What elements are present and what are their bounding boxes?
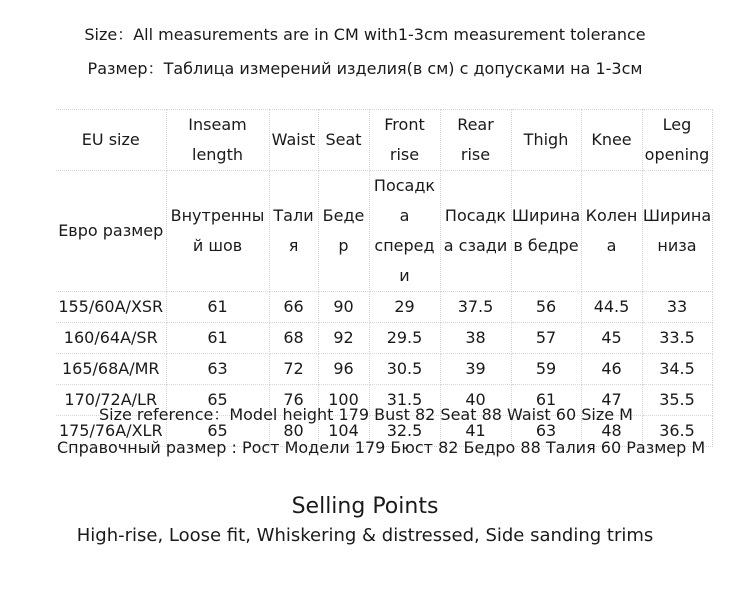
header-row-ru — [56, 171, 712, 292]
header-cell: Front rise — [369, 110, 440, 171]
table-cell: 66 — [269, 292, 318, 323]
model-reference-ru: Справочный размер : Рост Модели 179 Бюст 82 Бедро 88 Талия 60 Размер M — [57, 438, 706, 457]
header-cell: Waist — [269, 110, 318, 171]
table-row — [56, 354, 712, 385]
table-cell: 46 — [581, 354, 642, 385]
header-cell: Посадка сзади — [440, 171, 511, 292]
table-cell: 63 — [166, 354, 269, 385]
table-cell: 41 — [440, 416, 511, 447]
table-cell: 72 — [269, 354, 318, 385]
header-cell: Ширина низа — [642, 171, 712, 292]
header-cell: Посадка спереди — [369, 171, 440, 292]
table-cell: 57 — [511, 323, 581, 354]
table-cell: 30.5 — [369, 354, 440, 385]
size-chart-table — [56, 109, 713, 447]
table-cell: 33.5 — [642, 323, 712, 354]
table-cell: 65 — [166, 416, 269, 447]
header-cell: Rear rise — [440, 110, 511, 171]
table-cell: 100 — [318, 385, 369, 416]
header-cell: Ширина в бедре — [511, 171, 581, 292]
selling-points-text: High-rise, Loose fit, Whiskering & distressed, Side sanding trims — [76, 525, 654, 546]
table-cell: 48 — [581, 416, 642, 447]
header-row-en — [56, 110, 712, 171]
header-cell: Knee — [581, 110, 642, 171]
table-cell: 40 — [440, 385, 511, 416]
table-cell: 56 — [511, 292, 581, 323]
table-cell: 37.5 — [440, 292, 511, 323]
header-cell: Thigh — [511, 110, 581, 171]
table-cell: 175/76A/XLR — [56, 416, 166, 447]
table-cell: 31.5 — [369, 385, 440, 416]
table-cell: 104 — [318, 416, 369, 447]
model-reference-en: Size reference：Model height 179 Bust 82 Seat 88 Waist 60 Size M — [99, 405, 633, 424]
table-cell: 65 — [166, 385, 269, 416]
table-row — [56, 292, 712, 323]
table-cell: 80 — [269, 416, 318, 447]
table-cell: 90 — [318, 292, 369, 323]
table-cell: 92 — [318, 323, 369, 354]
table-cell: 61 — [511, 385, 581, 416]
table-cell: 68 — [269, 323, 318, 354]
table-cell: 34.5 — [642, 354, 712, 385]
size-note-ru: Размер：Таблица измерений изделия(в см) с допусками на 1-3см — [87, 59, 643, 78]
table-cell: 160/64A/SR — [56, 323, 166, 354]
table-cell: 38 — [440, 323, 511, 354]
table-row — [56, 323, 712, 354]
table-cell: 32.5 — [369, 416, 440, 447]
table-cell: 36.5 — [642, 416, 712, 447]
table-cell: 165/68A/MR — [56, 354, 166, 385]
table-cell: 96 — [318, 354, 369, 385]
table-cell: 61 — [166, 292, 269, 323]
header-cell: Inseam length — [166, 110, 269, 171]
table-cell: 61 — [166, 323, 269, 354]
header-cell: Талия — [269, 171, 318, 292]
selling-points-title: Selling Points — [291, 494, 439, 519]
header-cell: Leg opening — [642, 110, 712, 171]
table-cell: 44.5 — [581, 292, 642, 323]
table-cell: 59 — [511, 354, 581, 385]
table-cell: 170/72A/LR — [56, 385, 166, 416]
table-cell: 29.5 — [369, 323, 440, 354]
header-cell: EU size — [56, 110, 166, 171]
table-cell: 45 — [581, 323, 642, 354]
table-cell: 155/60A/XSR — [56, 292, 166, 323]
table-cell: 35.5 — [642, 385, 712, 416]
table-cell: 47 — [581, 385, 642, 416]
header-cell: Бедер — [318, 171, 369, 292]
table-cell: 29 — [369, 292, 440, 323]
table-cell: 63 — [511, 416, 581, 447]
header-cell: Внутренный шов — [166, 171, 269, 292]
table-cell: 76 — [269, 385, 318, 416]
header-cell: Евро размер — [56, 171, 166, 292]
header-cell: Seat — [318, 110, 369, 171]
size-note-en: Size：All measurements are in CM with1-3cm measurement tolerance — [84, 25, 646, 44]
table-cell: 39 — [440, 354, 511, 385]
header-cell: Колена — [581, 171, 642, 292]
table-cell: 33 — [642, 292, 712, 323]
